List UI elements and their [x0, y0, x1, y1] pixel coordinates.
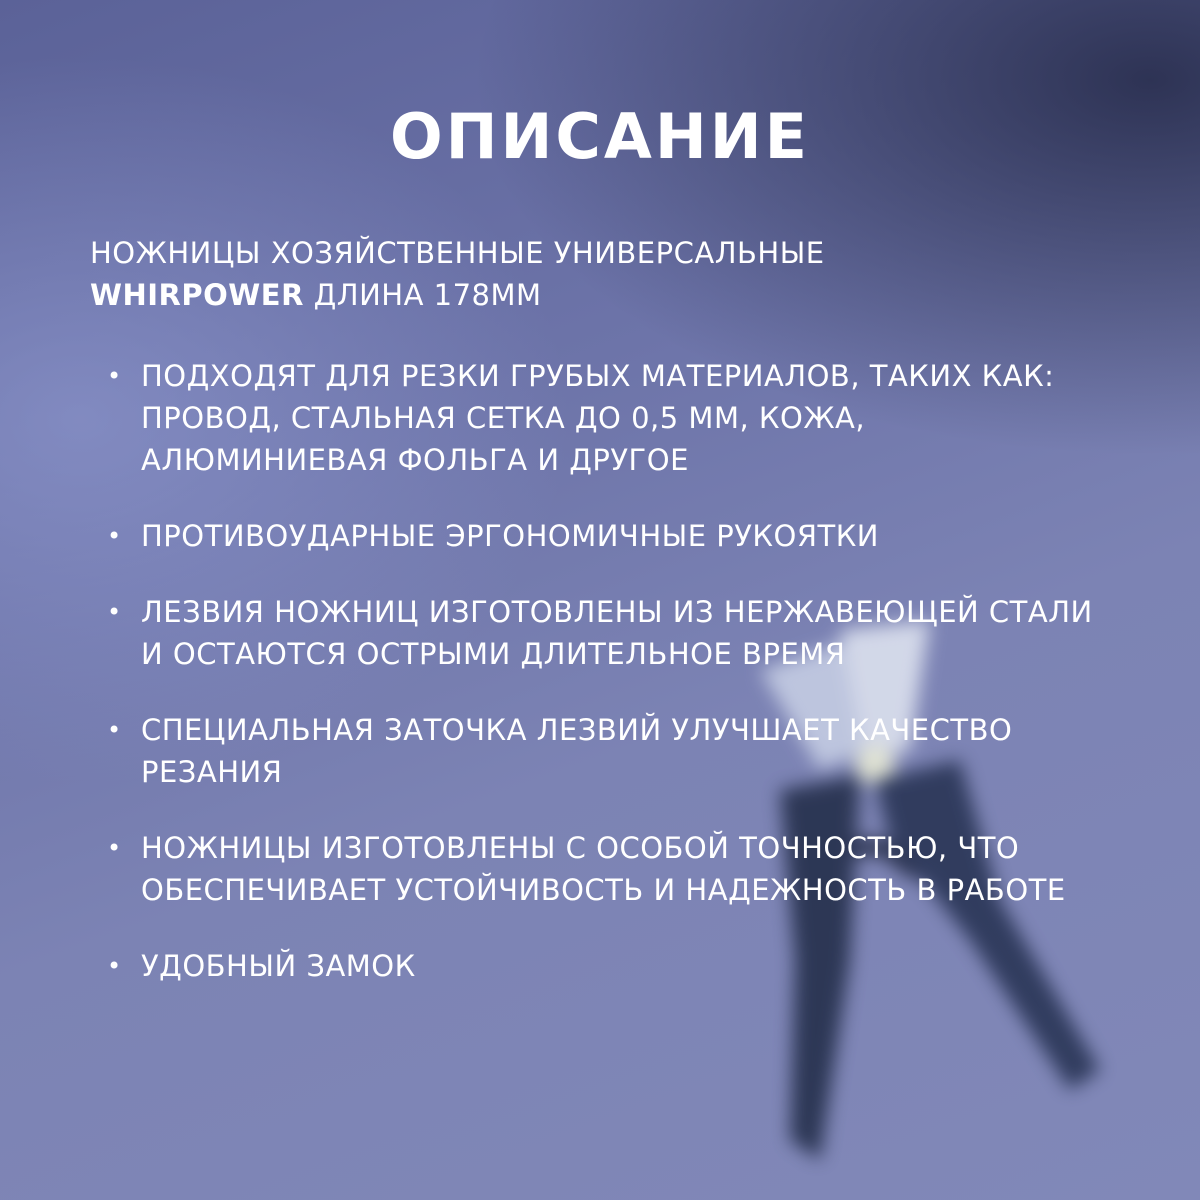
- feature-item: [105, 945, 1105, 987]
- bullet-icon: •: [107, 522, 122, 550]
- intro-length: ДЛИНА 178ММ: [303, 278, 542, 312]
- bullet-icon: •: [107, 952, 122, 980]
- bullet-icon: •: [107, 716, 122, 744]
- feature-item: [105, 355, 1105, 481]
- feature-list: [105, 355, 1105, 1021]
- bullet-icon: •: [107, 362, 122, 390]
- feature-text: НОЖНИЦЫ ИЗГОТОВЛЕНЫ С ОСОБОЙ ТОЧНОСТЬЮ, ЧТО ОБЕСПЕЧИВАЕТ УСТОЙЧИВОСТЬ И НАДЕЖНОСТЬ В РАБОТЕ: [141, 831, 1066, 907]
- intro-line-1: НОЖНИЦЫ ХОЗЯЙСТВЕННЫЕ УНИВЕРСАЛЬНЫЕ: [90, 236, 825, 270]
- feature-text: СПЕЦИАЛЬНАЯ ЗАТОЧКА ЛЕЗВИЙ УЛУЧШАЕТ КАЧЕСТВО РЕЗАНИЯ: [141, 713, 1013, 789]
- feature-text: УДОБНЫЙ ЗАМОК: [141, 949, 416, 983]
- feature-text: ЛЕЗВИЯ НОЖНИЦ ИЗГОТОВЛЕНЫ ИЗ НЕРЖАВЕЮЩЕЙ СТАЛИ И ОСТАЮТСЯ ОСТРЫМИ ДЛИТЕЛЬНОЕ ВРЕМЯ: [141, 595, 1093, 671]
- bullet-icon: •: [107, 834, 122, 862]
- product-intro: [90, 232, 1130, 316]
- brand-name: WHIRPOWER: [90, 278, 304, 312]
- feature-item: [105, 827, 1105, 911]
- feature-item: [105, 515, 1105, 557]
- feature-item: [105, 591, 1105, 675]
- feature-text: ПРОТИВОУДАРНЫЕ ЭРГОНОМИЧНЫЕ РУКОЯТКИ: [141, 519, 879, 553]
- page-title: ОПИСАНИЕ: [389, 100, 811, 173]
- bullet-icon: •: [107, 598, 122, 626]
- feature-text: ПОДХОДЯТ ДЛЯ РЕЗКИ ГРУБЫХ МАТЕРИАЛОВ, ТАКИХ КАК: ПРОВОД, СТАЛЬНАЯ СЕТКА ДО 0,5 ММ, КОЖА, АЛЮМИНИЕВАЯ ФОЛЬГА И ДРУГОЕ: [141, 359, 1055, 477]
- feature-item: [105, 709, 1105, 793]
